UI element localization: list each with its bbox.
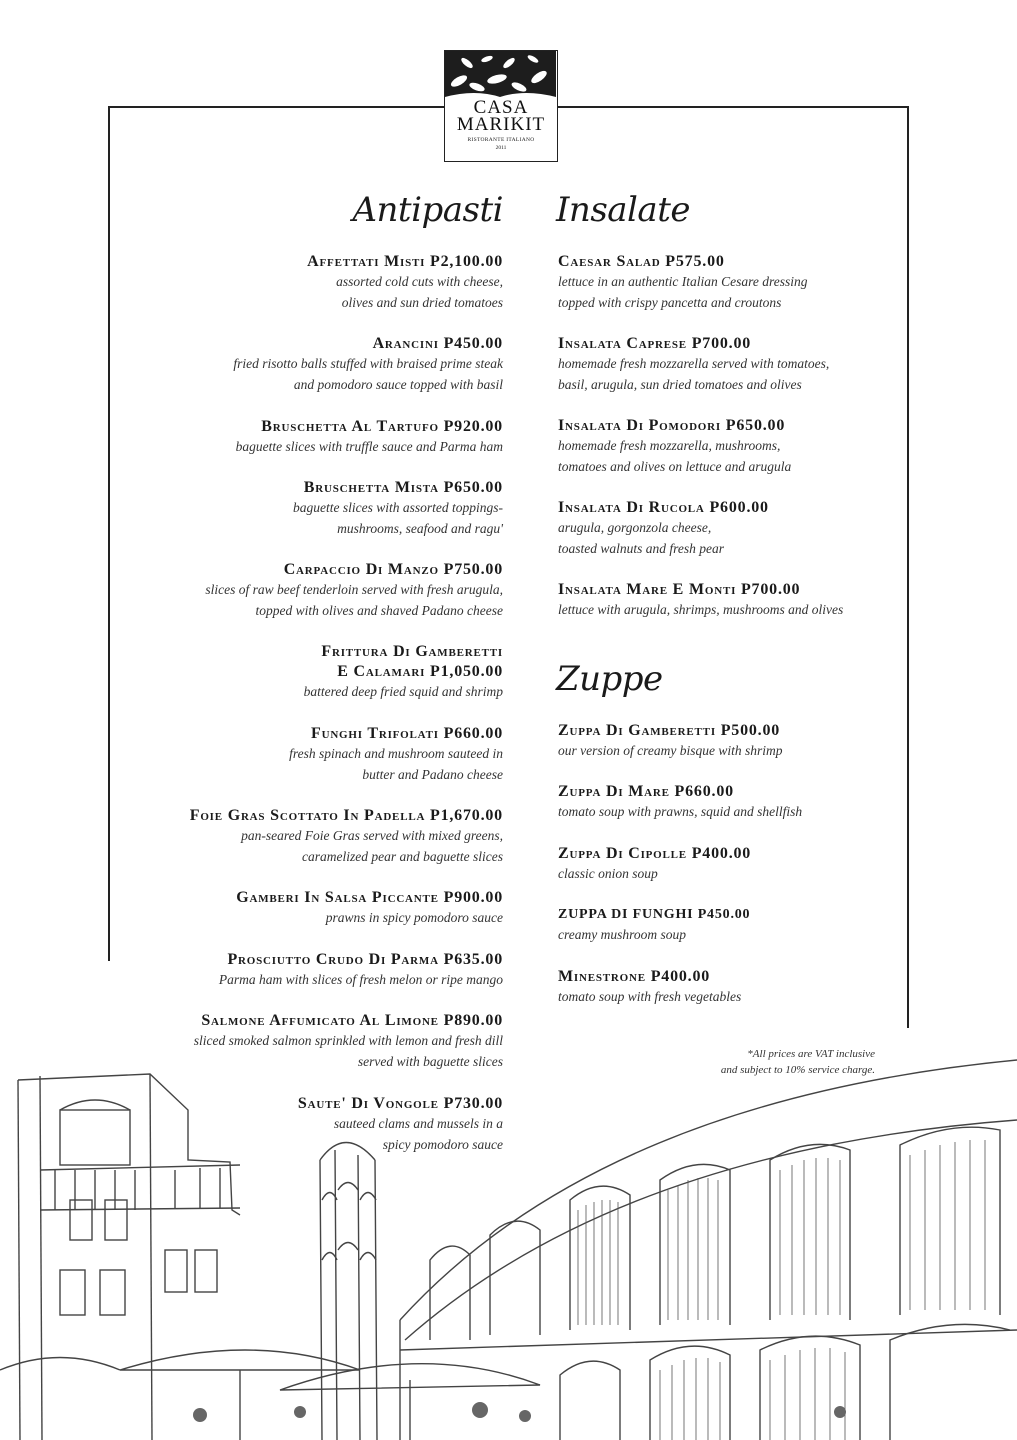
menu-item <box>123 560 503 621</box>
item-desc: mushrooms, seafood and ragu' <box>337 520 503 536</box>
item-desc: tomato soup with fresh vegetables <box>558 989 742 1004</box>
item-desc: baguette slices with assorted toppings- <box>293 500 503 515</box>
item-desc: toasted walnuts and fresh pear <box>558 540 725 556</box>
item-desc: olives and sun dried tomatoes <box>341 294 503 310</box>
frame-left <box>108 106 110 961</box>
item-desc: prawns in spicy pomodoro sauce <box>325 910 503 925</box>
menu-item <box>123 642 503 703</box>
item-desc: tomatoes and olives on lettuce and arugula <box>558 458 792 474</box>
item-desc: arugula, gorgonzola cheese, <box>558 520 712 535</box>
menu-item <box>558 905 918 946</box>
menu-item <box>123 806 503 867</box>
logo-subtitle: RISTORANTE ITALIANO <box>467 137 535 143</box>
item-desc: Parma ham with slices of fresh melon or ripe mango <box>218 972 503 987</box>
verona-arena-sketch <box>0 1040 1017 1440</box>
item-desc: our version of creamy bisque with shrimp <box>558 743 783 758</box>
restaurant-logo <box>444 50 558 162</box>
item-name: Bruschetta Mista P650.00 <box>303 479 503 496</box>
item-desc: served with baguette slices <box>357 1053 503 1069</box>
item-desc: topped with crispy pancetta and croutons <box>558 294 782 310</box>
price-note: *All prices are VAT inclusive and subject to 10% service charge. <box>720 1048 875 1076</box>
menu-item <box>558 844 918 885</box>
menu-item <box>558 782 918 823</box>
item-desc: basil, arugula, sun dried tomatoes and olives <box>558 376 802 392</box>
item-desc: caramelized pear and baguette slices <box>302 848 503 864</box>
menu-item <box>558 721 918 762</box>
insalate-heading: Insalate <box>556 190 690 230</box>
item-name: Zuppa Di Cipolle P400.00 <box>558 845 752 862</box>
item-name: Caesar Salad P575.00 <box>558 253 725 270</box>
item-name: Insalata Caprese P700.00 <box>558 335 752 352</box>
item-desc: tomato soup with prawns, squid and shellfish <box>558 804 803 819</box>
item-name: Insalata Di Rucola P600.00 <box>558 499 769 516</box>
item-desc: lettuce with arugula, shrimps, mushrooms and olives <box>558 602 844 617</box>
item-name: Zuppa Di Mare P660.00 <box>558 783 734 800</box>
menu-item <box>558 498 918 559</box>
menu-item <box>558 967 918 1008</box>
item-desc: spicy pomodoro sauce <box>382 1136 503 1152</box>
item-desc: lettuce in an authentic Italian Cesare dressing <box>558 274 808 289</box>
item-name: Funghi Trifolati P660.00 <box>311 725 503 742</box>
antipasti-heading: Antipasti <box>352 190 503 230</box>
menu-item <box>123 950 503 991</box>
item-desc: sauteed clams and mussels in a <box>333 1116 503 1131</box>
menu-item <box>558 334 918 395</box>
item-desc: slices of raw beef tenderloin served with fresh arugula, <box>205 582 503 597</box>
item-name: Carpaccio Di Manzo P750.00 <box>283 561 503 578</box>
logo-year: 2011 <box>495 145 507 151</box>
item-name: Insalata Di Pomodori P650.00 <box>558 417 786 434</box>
frame-top-left <box>108 106 444 108</box>
menu-item <box>123 724 503 785</box>
item-name: ZUPPA DI FUNGHI P450.00 <box>558 907 751 922</box>
item-desc: classic onion soup <box>558 866 658 881</box>
item-desc: sliced smoked salmon sprinkled with lemon and fresh dill <box>193 1033 503 1048</box>
item-desc: creamy mushroom soup <box>558 927 686 942</box>
item-desc: fresh spinach and mushroom sauteed in <box>289 746 503 761</box>
item-desc: battered deep fried squid and shrimp <box>303 684 503 699</box>
frame-top-right <box>558 106 909 108</box>
menu-item <box>123 417 503 458</box>
item-name: Affettati Misti P2,100.00 <box>307 253 503 270</box>
menu-item <box>558 580 918 621</box>
menu-item <box>123 252 503 313</box>
item-name: Zuppa Di Gamberetti P500.00 <box>558 722 781 739</box>
item-name: Frittura Di Gamberetti <box>321 643 503 660</box>
item-desc: butter and Padano cheese <box>362 766 503 782</box>
item-desc: homemade fresh mozzarella, mushrooms, <box>558 438 781 453</box>
item-name: Minestrone P400.00 <box>558 968 711 985</box>
item-desc: baguette slices with truffle sauce and Parma ham <box>235 439 503 454</box>
item-name: Arancini P450.00 <box>372 335 503 352</box>
item-name: Bruschetta Al Tartufo P920.00 <box>261 418 503 435</box>
item-desc: and pomodoro sauce topped with basil <box>293 376 503 392</box>
item-desc: pan-seared Foie Gras served with mixed greens, <box>241 828 503 843</box>
item-desc: fried risotto balls stuffed with braised prime steak <box>233 356 503 371</box>
menu-item <box>123 478 503 539</box>
menu-item <box>558 416 918 477</box>
logo-name: CASA MARIKIT <box>456 97 546 135</box>
frame-right <box>907 106 909 1028</box>
item-name: Gamberi In Salsa Piccante P900.00 <box>236 889 503 906</box>
zuppe-heading: Zuppe <box>556 659 663 699</box>
item-desc: homemade fresh mozzarella served with tomatoes, <box>558 356 830 371</box>
item-name: Foie Gras Scottato In Padella P1,670.00 <box>189 807 503 824</box>
menu-item <box>123 334 503 395</box>
menu-item <box>558 252 918 313</box>
item-name: E Calamari P1,050.00 <box>337 663 503 680</box>
menu-item <box>123 888 503 929</box>
item-name: Salmone Affumicato Al Limone P890.00 <box>201 1012 503 1029</box>
item-name: Insalata Mare E Monti P700.00 <box>558 581 801 598</box>
item-desc: assorted cold cuts with cheese, <box>336 274 503 289</box>
item-name: Prosciutto Crudo Di Parma P635.00 <box>227 951 503 968</box>
item-desc: topped with olives and shaved Padano cheese <box>255 602 503 618</box>
leaves-icon <box>445 51 556 99</box>
item-name: Saute' Di Vongole P730.00 <box>297 1095 503 1112</box>
